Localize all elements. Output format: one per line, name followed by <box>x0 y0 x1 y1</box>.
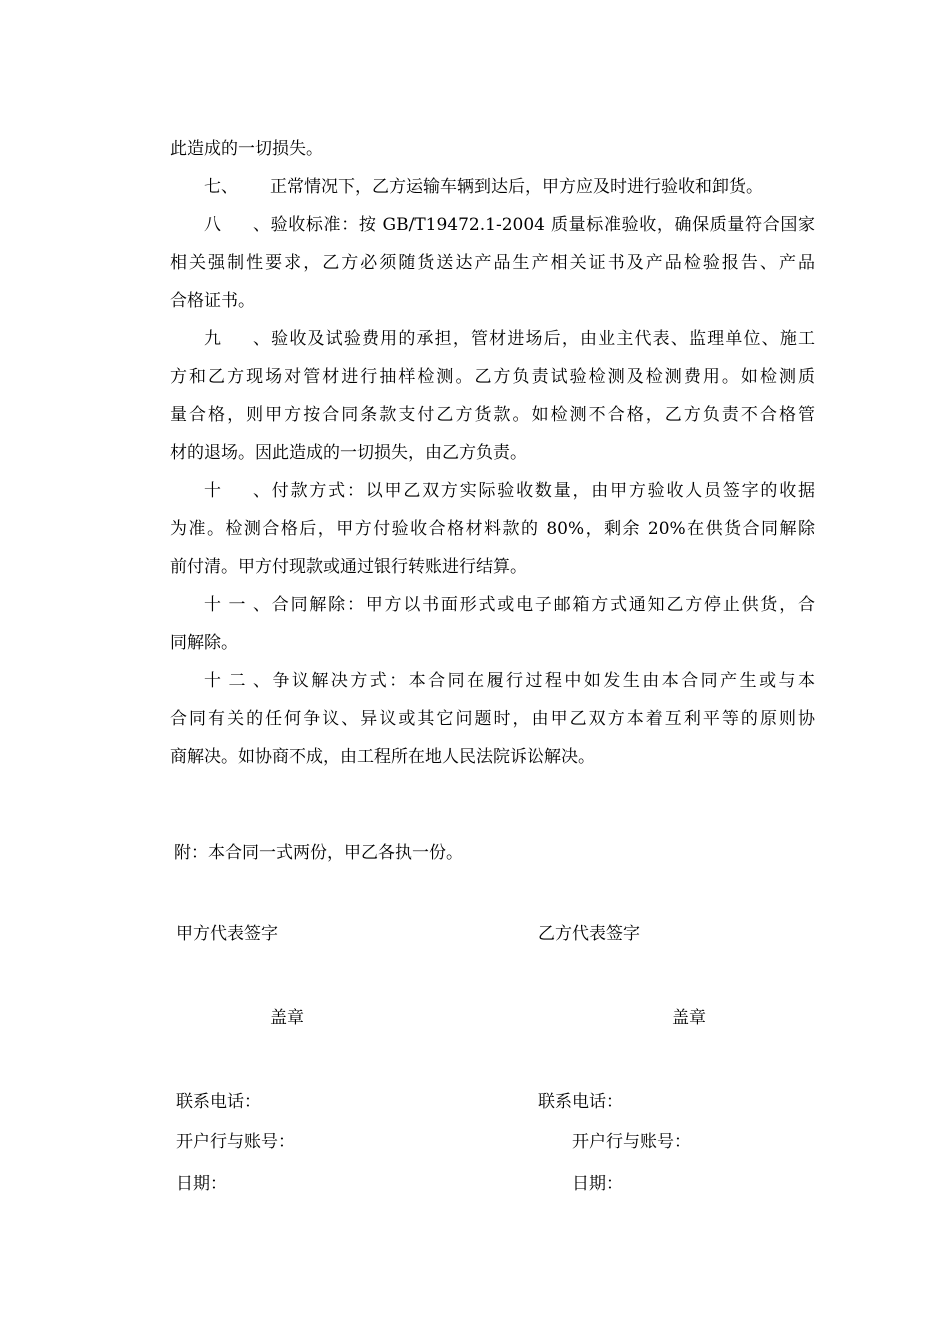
party-b-rep-signature: 乙方代表签字 <box>538 924 640 944</box>
clause-text: 为准。检测合格后，甲方付验收合格材料款的 80%，剩余 20%在供货合同解除 <box>170 519 815 539</box>
clause-number: 七、 <box>204 177 238 197</box>
clause-number: 八、 <box>204 215 270 235</box>
clause-7 <box>170 168 815 206</box>
clause-text: 合格证书。 <box>170 291 255 311</box>
clause-text: 付款方式：以甲乙双方实际验收数量，由甲方验收人员签字的收据 <box>270 481 815 501</box>
clause-number: 九、 <box>204 329 270 349</box>
party-b-seal: 盖章 <box>672 1008 706 1028</box>
clause-text: 正常情况下，乙方运输车辆到达后，甲方应及时进行验收和卸货。 <box>270 177 763 197</box>
clause-text: 前付清。甲方付现款或通过银行转账进行结算。 <box>170 557 527 577</box>
party-a-date: 日期： <box>176 1174 227 1194</box>
clause-text: 同解除。 <box>170 633 238 653</box>
party-a-bank-account: 开户行与账号： <box>176 1132 295 1152</box>
party-b-phone: 联系电话： <box>538 1092 623 1112</box>
clause-8 <box>170 206 815 244</box>
party-a-rep-signature: 甲方代表签字 <box>176 924 278 944</box>
party-b-bank-account: 开户行与账号： <box>572 1132 691 1152</box>
clause-number: 十一、 <box>204 595 270 615</box>
clause-11 <box>170 586 815 624</box>
clause-10 <box>170 472 815 510</box>
clause-text: 验收标准：按 GB/T19472.1-2004 质量标准验收，确保质量符合国家 <box>270 215 815 235</box>
clause-text: 相关强制性要求，乙方必须随货送达产品生产相关证书及产品检验报告、产品 <box>170 253 815 273</box>
clause-9 <box>170 320 815 358</box>
clause-text: 方和乙方现场对管材进行抽样检测。乙方负责试验检测及检测费用。如检测质 <box>170 367 815 387</box>
clause-number: 十、 <box>204 481 270 501</box>
clause-text: 合同解除：甲方以书面形式或电子邮箱方式通知乙方停止供货，合 <box>270 595 815 615</box>
clause-12 <box>170 662 815 700</box>
party-a-seal: 盖章 <box>270 1008 304 1028</box>
clause-text: 验收及试验费用的承担，管材进场后，由业主代表、监理单位、施工 <box>270 329 815 349</box>
clause-text: 材的退场。因此造成的一切损失，由乙方负责。 <box>170 443 527 463</box>
paragraph-continuation: 此造成的一切损失。 <box>170 139 323 159</box>
party-b-date: 日期： <box>572 1174 623 1194</box>
party-a-phone: 联系电话： <box>176 1092 261 1112</box>
clause-text: 量合格，则甲方按合同条款支付乙方货款。如检测不合格，乙方负责不合格管 <box>170 405 815 425</box>
clause-text: 争议解决方式：本合同在履行过程中如发生由本合同产生或与本 <box>270 671 815 691</box>
clause-text: 合同有关的任何争议、异议或其它问题时，由甲乙双方本着互利平等的原则协 <box>170 709 815 729</box>
contract-body <box>170 130 815 776</box>
contract-note: 附：本合同一式两份，甲乙各执一份。 <box>174 843 463 863</box>
clause-number: 十二、 <box>204 671 270 691</box>
clause-text: 商解决。如协商不成，由工程所在地人民法院诉讼解决。 <box>170 747 595 767</box>
